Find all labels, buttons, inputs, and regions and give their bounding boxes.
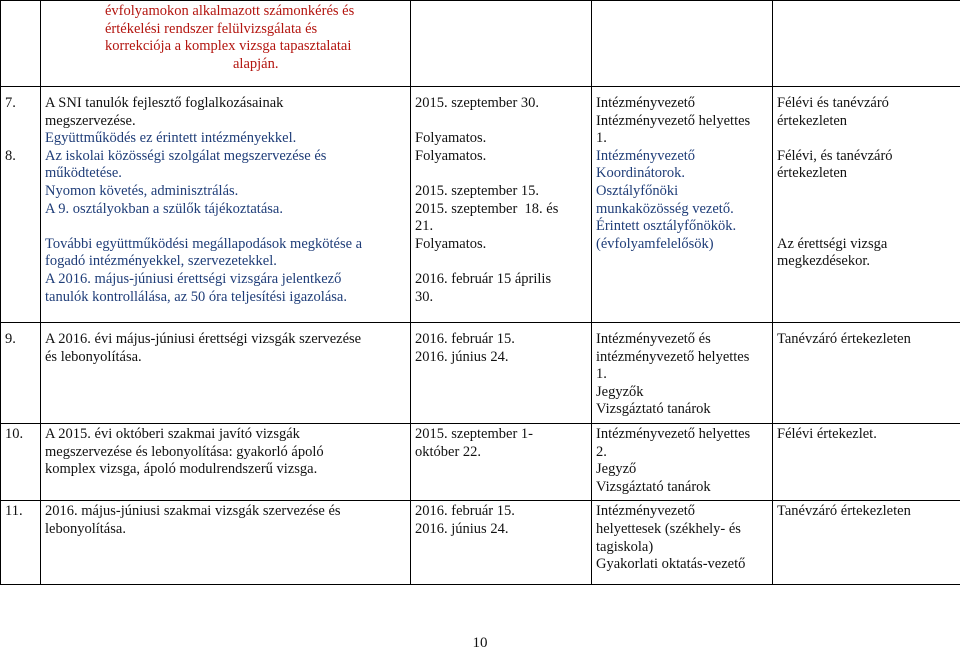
- task-line: 2016. május-júniusi szakmai vizsgák szervezése és: [45, 503, 341, 520]
- responsible-line: Jegyző: [596, 461, 637, 478]
- responsible-line: Koordinátorok.: [596, 165, 685, 182]
- control-line: Tanévzáró értekezleten: [777, 331, 911, 347]
- table-row-7-8: [1, 87, 960, 323]
- task-line: A SNI tanulók fejlesztő foglalkozásainak: [45, 95, 284, 111]
- control-cell: [773, 323, 960, 424]
- deadline-line: 21.: [415, 218, 434, 235]
- deadline-line: 2016. február 15 április: [415, 270, 552, 287]
- responsible-line: intézményvezető helyettes: [596, 348, 750, 365]
- task-line: évfolyamokon alkalmazott számonkérés és: [105, 3, 355, 19]
- responsible-line: Jegyzők: [596, 383, 644, 400]
- deadline-cell: [411, 501, 592, 585]
- responsible-line: Intézményvezető: [596, 147, 696, 164]
- control-line: Félévi, és tanévzáró: [777, 147, 893, 164]
- deadline-line: 2016. június 24.: [415, 520, 509, 537]
- control-line: Félévi és tanévzáró: [777, 95, 889, 111]
- task-line: fogadó intézményekkel, szervezetekkel.: [45, 253, 277, 270]
- task-line: alapján.: [233, 55, 279, 72]
- control-line: megkezdésekor.: [777, 253, 871, 270]
- responsible-line: Vizsgáztató tanárok: [596, 401, 711, 418]
- task-line: működtetése.: [45, 165, 122, 182]
- control-cell: [773, 501, 960, 585]
- num-cell: [1, 423, 41, 500]
- table-row-9: [1, 323, 960, 424]
- row-number: 7.: [5, 95, 16, 111]
- table-row-10: [1, 423, 960, 500]
- task-line: értékelési rendszer felülvizsgálata és: [105, 20, 318, 37]
- deadline-line: 2016. február 15.: [415, 503, 515, 520]
- responsible-line: Intézményvezető helyettes: [596, 425, 751, 442]
- control-cell: [773, 87, 960, 323]
- responsible-line: Vizsgáztató tanárok: [596, 478, 711, 495]
- row-number: 8.: [5, 147, 16, 164]
- task-line: megszervezése.: [45, 112, 136, 129]
- task-cell: [41, 1, 411, 87]
- deadline-line: Folyamatos.: [415, 235, 487, 252]
- deadline-line: 30.: [415, 288, 434, 305]
- deadline-cell: [411, 87, 592, 323]
- deadline-cell: [411, 423, 592, 500]
- task-line: lebonyolítása.: [45, 520, 126, 537]
- control-line: értekezleten: [777, 165, 848, 182]
- deadline-cell: [411, 323, 592, 424]
- deadline-line: Folyamatos.: [415, 147, 487, 164]
- control-line: Az érettségi vizsga: [777, 235, 888, 252]
- responsible-cell: [592, 87, 773, 323]
- row-number: 11.: [5, 503, 23, 520]
- num-cell: [1, 87, 41, 323]
- task-cell: [41, 87, 411, 323]
- task-line: A 9. osztályokban a szülők tájékoztatása.: [45, 200, 283, 217]
- table-row-11: [1, 501, 960, 585]
- responsible-line: 1.: [596, 366, 607, 383]
- responsible-line: (évfolyamfelelősök): [596, 235, 714, 252]
- control-line: Tanévzáró értekezleten: [777, 503, 911, 520]
- responsible-line: Gyakorlati oktatás-vezető: [596, 556, 746, 573]
- deadline-line: 2015. szeptember 18. és: [415, 200, 559, 217]
- task-line: tanulók kontrollálása, az 50 óra teljesítési igazolása.: [45, 288, 347, 305]
- responsible-line: 1.: [596, 130, 607, 147]
- task-line: Nyomon követés, adminisztrálás.: [45, 182, 239, 199]
- num-cell: [1, 501, 41, 585]
- task-line: A 2015. évi októberi szakmai javító vizsgák: [45, 425, 300, 442]
- control-cell: [773, 423, 960, 500]
- task-line: megszervezése és lebonyolítása: gyakorló ápoló: [45, 443, 324, 460]
- task-cell: [41, 423, 411, 500]
- task-line: és lebonyolítása.: [45, 348, 142, 365]
- task-line: A 2016. május-júniusi érettségi vizsgára jelentkező: [45, 270, 342, 287]
- task-cell: [41, 323, 411, 424]
- responsible-cell: [592, 323, 773, 424]
- task-line: Együttműködés ez érintett intézményekkel.: [45, 130, 297, 147]
- row-number: 9.: [5, 331, 16, 347]
- task-line: komplex vizsga, ápoló modulrendszerű vizsga.: [45, 461, 318, 478]
- control-line: Félévi értekezlet.: [777, 425, 877, 442]
- responsible-line: Intézményvezető: [596, 95, 696, 111]
- num-cell: [1, 323, 41, 424]
- deadline-line: 2015. szeptember 30.: [415, 95, 540, 111]
- responsible-line: munkaközösség vezető.: [596, 200, 734, 217]
- responsible-line: Osztályfőnöki: [596, 182, 679, 199]
- deadline-line: Folyamatos.: [415, 130, 487, 147]
- table-row-top-fragment: [1, 1, 960, 87]
- task-line: A 2016. évi május-júniusi érettségi vizsgák szervezése: [45, 331, 362, 347]
- responsible-line: Érintett osztályfőnökök.: [596, 218, 737, 235]
- deadline-line: október 22.: [415, 443, 482, 460]
- control-line: értekezleten: [777, 112, 848, 129]
- responsible-line: tagiskola): [596, 538, 654, 555]
- deadline-line: 2016. február 15.: [415, 331, 515, 347]
- responsible-line: Intézményvezető helyettes: [596, 112, 751, 129]
- task-line: További együttműködési megállapodások megkötése a: [45, 235, 363, 252]
- responsible-line: Intézményvezető: [596, 503, 696, 520]
- row-number: 10.: [5, 425, 24, 442]
- page-number: 10: [472, 635, 488, 651]
- responsible-cell: [592, 423, 773, 500]
- task-cell: [41, 501, 411, 585]
- deadline-line: 2015. szeptember 15.: [415, 182, 540, 199]
- responsible-line: 2.: [596, 443, 607, 460]
- task-line: korrekciója a komplex vizsga tapasztalatai: [105, 38, 352, 55]
- responsible-line: helyettesek (székhely- és: [596, 520, 741, 537]
- deadline-line: 2015. szeptember 1-: [415, 425, 533, 442]
- num-cell: [1, 1, 41, 87]
- deadline-line: 2016. június 24.: [415, 348, 509, 365]
- task-line: Az iskolai közösségi szolgálat megszervezése és: [45, 147, 327, 164]
- responsible-cell: [592, 501, 773, 585]
- responsible-line: Intézményvezető és: [596, 331, 711, 347]
